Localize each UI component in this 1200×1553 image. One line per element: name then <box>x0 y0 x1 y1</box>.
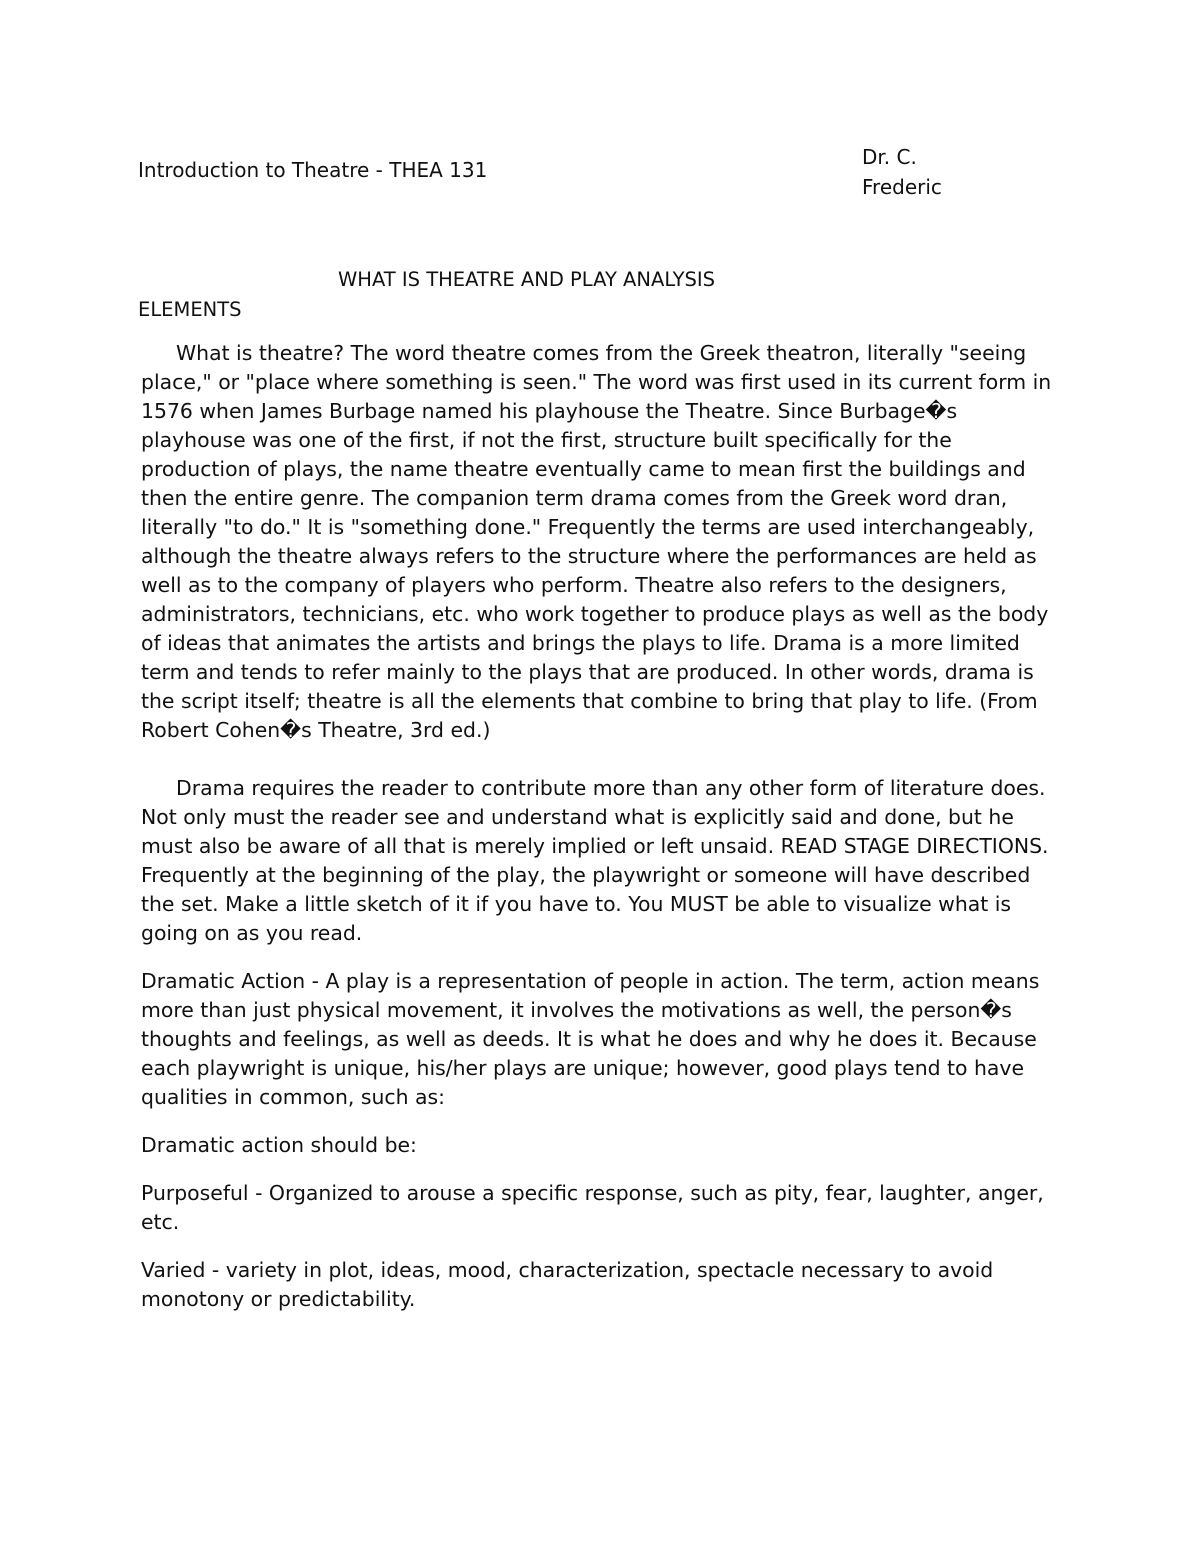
paragraph-what-is-theatre: What is theatre? The word theatre comes from the Greek theatron, literally "seeing place," or "place where something is seen." The word was first used in its current form in 1576 when James Burbage named his playhouse the Theatre. Since Burbage�s playhouse was one of the first, if not the first, structure built specifically for the production of plays, the name theatre eventually came to mean first the buildings and then the entire genre. The companion term drama comes from the Greek word dran, literally "to do." It is "something done." Frequently the terms are used interchangeably, although the theatre always refers to the structure where the performances are held as well as to the company of players who perform. Theatre also refers to the designers, administrators, technicians, etc. who work together to produce plays as well as the body of ideas that animates the artists and brings the plays to life. Drama is a more limited term and tends to refer mainly to the plays that are produced. In other words, drama is the script itself; theatre is all the elements that combine to bring that play to life. (From Robert Cohen�s Theatre, 3rd ed.) <box>141 341 1052 742</box>
paragraph-dramatic-action: Dramatic Action - A play is a representation of people in action. The term, action means more than just physical movement, it involves the motivations as well, the person�s thoughts and feelings, as well as deeds. It is what he does and why he does it. Because each playwright is unique, his/her plays are unique; however, good plays tend to have qualities in common, such as: <box>141 969 1040 1109</box>
paragraph-should-be: Dramatic action should be: <box>141 1133 417 1157</box>
paragraph-purposeful: Purposeful - Organized to arouse a specific response, such as pity, fear, laughter, anger, etc. <box>141 1181 1044 1234</box>
paragraph-varied: Varied - variety in plot, ideas, mood, characterization, spectacle necessary to avoid monotony or predictability. <box>141 1258 994 1311</box>
document-heading-continuation: ELEMENTS <box>138 298 242 321</box>
instructor-name <box>862 142 992 202</box>
course-title: Introduction to Theatre - THEA 131 <box>138 158 488 182</box>
document-body <box>141 339 1063 1314</box>
instructor-name-line2: Frederic <box>862 175 942 199</box>
paragraph-drama-requires: Drama requires the reader to contribute more than any other form of literature does. Not only must the reader see and understand what is explicitly said and done, but he must also be aware of all that is merely implied or left unsaid. READ STAGE DIRECTIONS. Frequently at the beginning of the play, the playwright or someone will have described the set. Make a little sketch of it if you have to. You MUST be able to visualize what is going on as you read. <box>141 776 1049 945</box>
document-heading: WHAT IS THEATRE AND PLAY ANALYSIS <box>338 268 716 291</box>
instructor-name-line1: Dr. C. <box>862 145 917 169</box>
